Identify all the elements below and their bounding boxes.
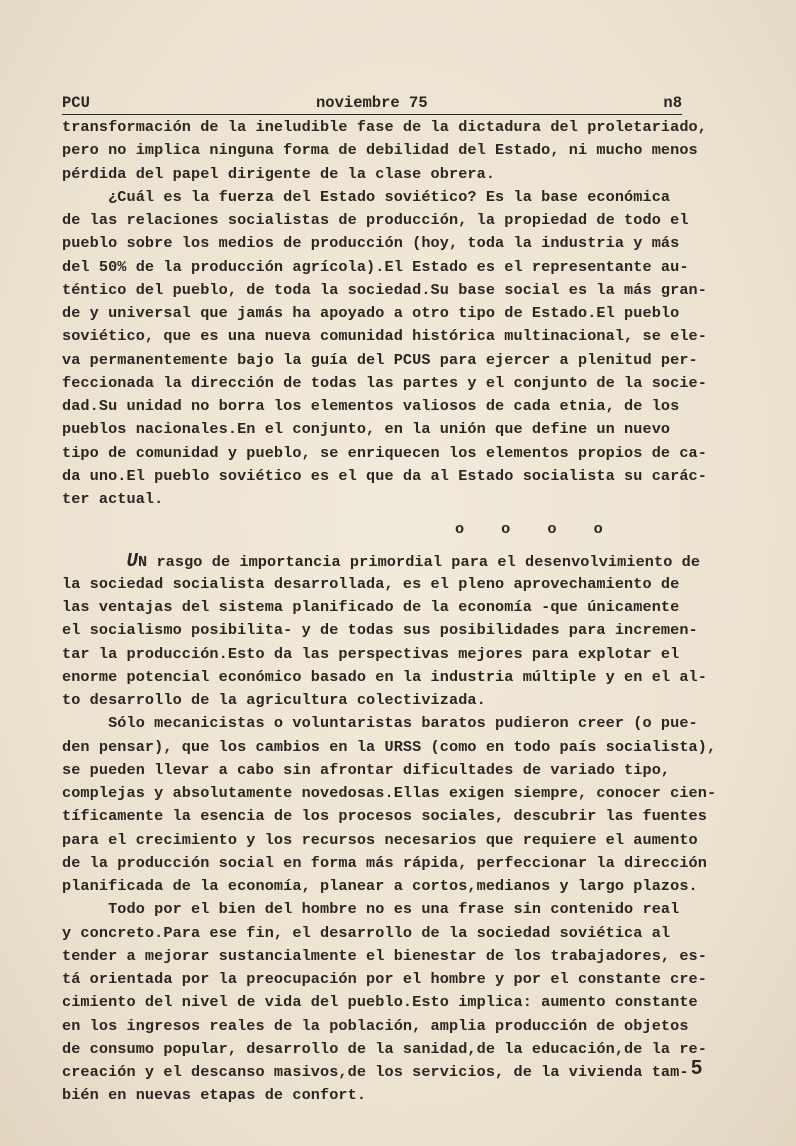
text-line: la sociedad socialista desarrollada, es el pleno aprovechamiento de: [62, 574, 680, 593]
text-line: se pueden llevar a cabo sin afrontar dificultades de variado tipo,: [62, 760, 671, 779]
text-line: tíficamente la esencia de los procesos sociales, descubrir las fuentes: [62, 807, 707, 826]
text-line: UN rasgo de importancia primordial para el desenvolvimiento de: [126, 549, 701, 572]
text-line: pero no implica ninguna forma de debilidad del Estado, ni mucho menos: [62, 141, 698, 160]
page-number: 5: [691, 1057, 703, 1079]
header-issue: n8: [663, 94, 682, 112]
text-line: pérdida del papel dirigente de la clase obrera.: [62, 164, 496, 183]
drop-cap-letter: U: [126, 549, 139, 572]
text-line: den pensar), que los cambios en la URSS (como en todo país socialista),: [62, 737, 717, 756]
text-line: Todo por el bien del hombre no es una frase sin contenido real: [62, 900, 680, 919]
text-line: en los ingresos reales de la población, amplia producción de objetos: [62, 1016, 689, 1035]
text-line: téntico del pueblo, de toda la sociedad.Su base social es la más gran-: [62, 280, 707, 299]
text-line: enorme potencial económico basado en la industria múltiple y en el al-: [62, 667, 707, 686]
paragraph: [62, 550, 722, 713]
text-line: tipo de comunidad y pueblo, se enriquecen los elementos propios de ca-: [62, 443, 707, 462]
page-header: [62, 90, 682, 115]
text-line: las ventajas del sistema planificado de la economía -que únicamente: [62, 598, 680, 616]
header-publication: PCU: [62, 94, 90, 112]
text-line: cimiento del nivel de vida del pueblo.Esto implica: aumento constante: [62, 993, 698, 1012]
header-date: noviembre 75: [316, 94, 428, 112]
text-line: de consumo popular, desarrollo de la sanidad,de la educación,de la re-: [62, 1039, 707, 1058]
paragraph: [62, 712, 722, 898]
text-line: tá orientada por la preocupación por el hombre y por el constante cre-: [62, 970, 707, 988]
text-line: ¿Cuál es la fuerza del Estado soviético? Es la base económica: [62, 187, 671, 206]
section-separator: o o o o: [62, 520, 617, 539]
text-line: complejas y absolutamente novedosas.Ellas exigen siempre, conocer cien-: [62, 784, 717, 802]
text-line: to desarrollo de la agricultura colectivizada.: [62, 691, 486, 709]
text-line: y concreto.Para ese fin, el desarrollo de la sociedad soviética al: [62, 923, 671, 942]
text-line: va permanentemente bajo la guía del PCUS para ejercer a plenitud per-: [62, 350, 698, 369]
text-line: soviético, que es una nueva comunidad histórica multinacional, se ele-: [62, 327, 707, 346]
text-line: pueblo sobre los medios de producción (hoy, toda la industria y más: [62, 234, 680, 253]
text-line: de y universal que jamás ha apoyado a otro tipo de Estado.El pueblo: [62, 304, 680, 322]
paragraph: [62, 186, 722, 512]
text-line: tender a mejorar sustancialmente el bienestar de los trabajadores, es-: [62, 946, 707, 965]
text-line: bién en nuevas etapas de confort.: [62, 1086, 367, 1105]
text-line: dad.Su unidad no borra los elementos valiosos de cada etnia, de los: [62, 397, 680, 415]
text-line: Sólo mecanicistas o voluntaristas baratos pudieron creer (o pue-: [62, 714, 698, 733]
text-line: para el crecimiento y los recursos necesarios que requiere el aumento: [62, 830, 698, 849]
text-line: del 50% de la producción agrícola).El Estado es el representante au-: [62, 257, 689, 276]
text-line: da uno.El pueblo soviético es el que da al Estado socialista su carác-: [62, 466, 707, 485]
text-line: creación y el descanso masivos,de los servicios, de la vivienda tam-: [62, 1063, 689, 1081]
text-line: feccionada la dirección de todas las partes y el conjunto de la socie-: [62, 373, 707, 392]
text-line: el socialismo posibilita- y de todas sus posibilidades para incremen-: [62, 621, 698, 640]
text-line: transformación de la ineludible fase de la dictadura del proletariado,: [62, 118, 707, 136]
text-line: planificada de la economía, planear a cortos,medianos y largo plazos.: [62, 877, 698, 895]
paragraph: [62, 898, 722, 1107]
text-line: de la producción social en forma más rápida, perfeccionar la dirección: [62, 853, 707, 872]
text-line: ter actual.: [62, 490, 164, 508]
text-line: de las relaciones socialistas de producción, la propiedad de todo el: [62, 211, 689, 229]
text-line: pueblos nacionales.En el conjunto, en la unión que define un nuevo: [62, 420, 671, 439]
paragraph: [62, 116, 722, 186]
text-line: tar la producción.Esto da las perspectivas mejores para explotar el: [62, 644, 680, 663]
body-text: [62, 116, 722, 1108]
